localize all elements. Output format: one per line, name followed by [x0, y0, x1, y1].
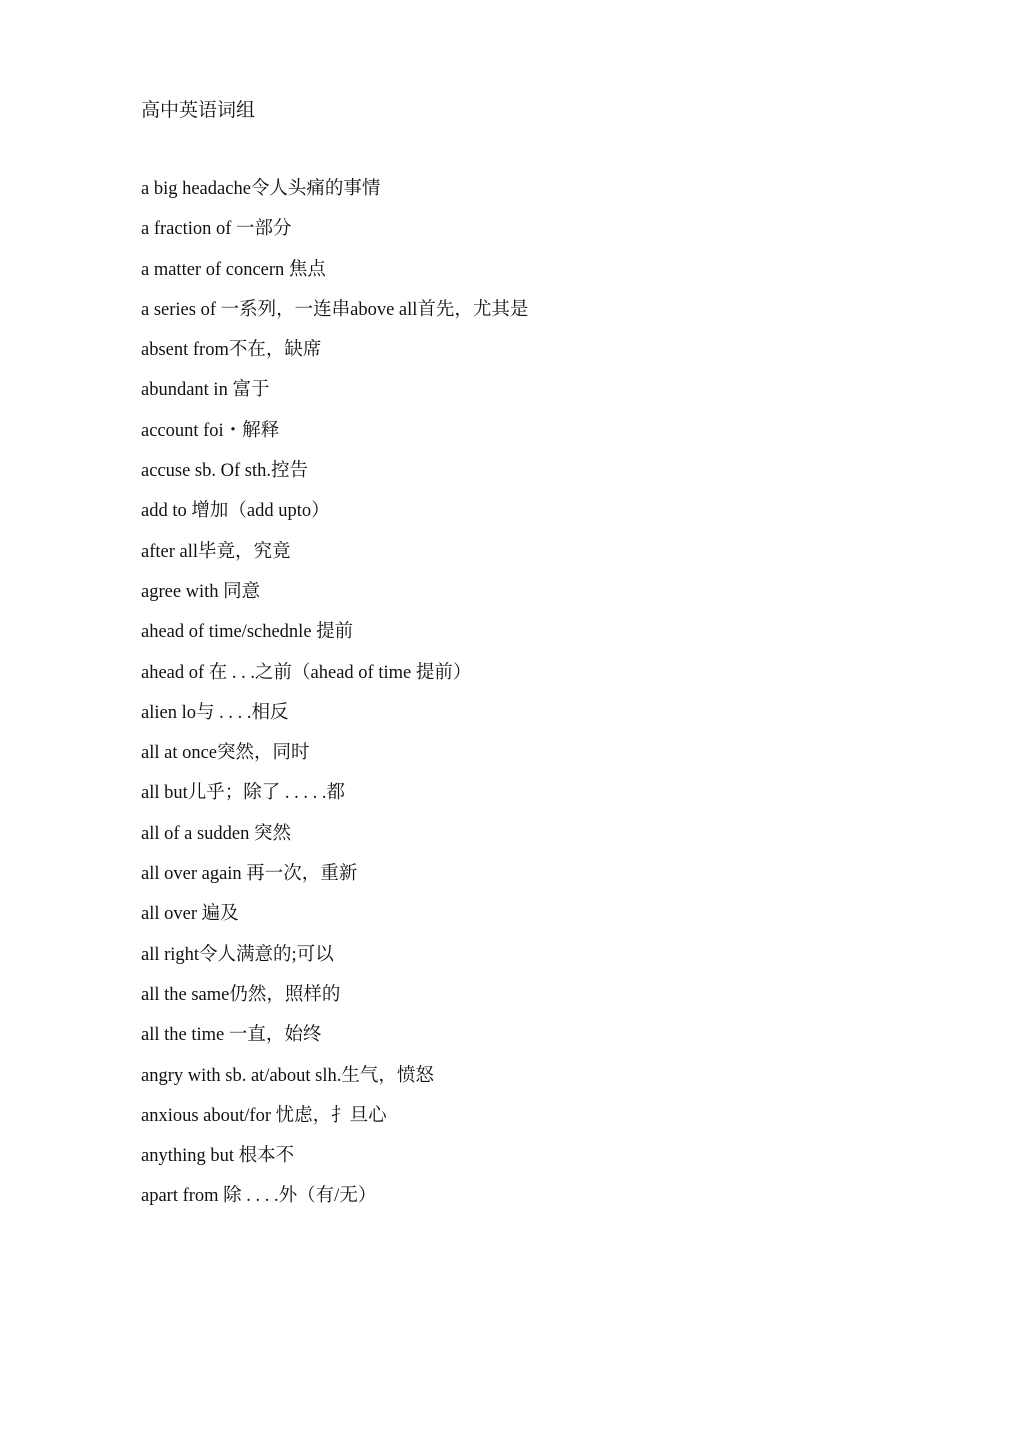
- phrase-item: anxious about/for 忧虑，扌旦心: [141, 1105, 387, 1126]
- phrase-item: apart from 除 . . . .外（有/无）: [141, 1186, 377, 1207]
- phrase-item: ahead of time/schednle 提前: [141, 622, 354, 643]
- phrase-item: all the same仍然，照样的: [141, 984, 341, 1005]
- phrase-item: all over 遍及: [141, 904, 239, 925]
- phrase-item: ahead of 在 . . .之前（ahead of time 提前）: [141, 662, 472, 683]
- phrase-item: alien lo与 . . . .相反: [141, 702, 289, 723]
- phrase-item: a big headache令人头痛的事情: [141, 179, 381, 199]
- phrase-item: abundant in 富于: [141, 380, 270, 401]
- phrase-item: all but儿乎；除了 . . . . .都: [141, 783, 346, 804]
- phrase-item: all right令人满意的;可以: [141, 944, 334, 965]
- phrase-item: add to 增加（add upto）: [141, 501, 330, 522]
- phrase-item: angry with sb. at/about slh.生气，愤怒: [141, 1065, 434, 1086]
- phrase-item: absent from不在，缺席: [141, 340, 322, 361]
- phrase-list: [141, 176, 528, 1224]
- phrase-item: agree with 同意: [141, 581, 261, 602]
- phrase-item: anything but 根本不: [141, 1146, 295, 1167]
- phrase-item: after all毕竟，究竟: [141, 541, 291, 562]
- phrase-item: account foi・解释: [141, 420, 280, 441]
- phrase-item: all at once突然，同时: [141, 743, 310, 764]
- phrase-item: a matter of concern 焦点: [141, 259, 326, 280]
- phrase-item: a series of 一系列，一连串above all首先，尤其是: [141, 299, 529, 320]
- phrase-item: a fraction of 一部分: [141, 219, 292, 240]
- phrase-item: all over again 再一次，重新: [141, 864, 358, 885]
- phrase-item: all the time 一直，始终: [141, 1025, 322, 1046]
- phrase-item: all of a sudden 突然: [141, 823, 292, 844]
- phrase-item: accuse sb. Of sth.控告: [141, 461, 308, 482]
- document-title: 高中英语词组: [141, 100, 256, 121]
